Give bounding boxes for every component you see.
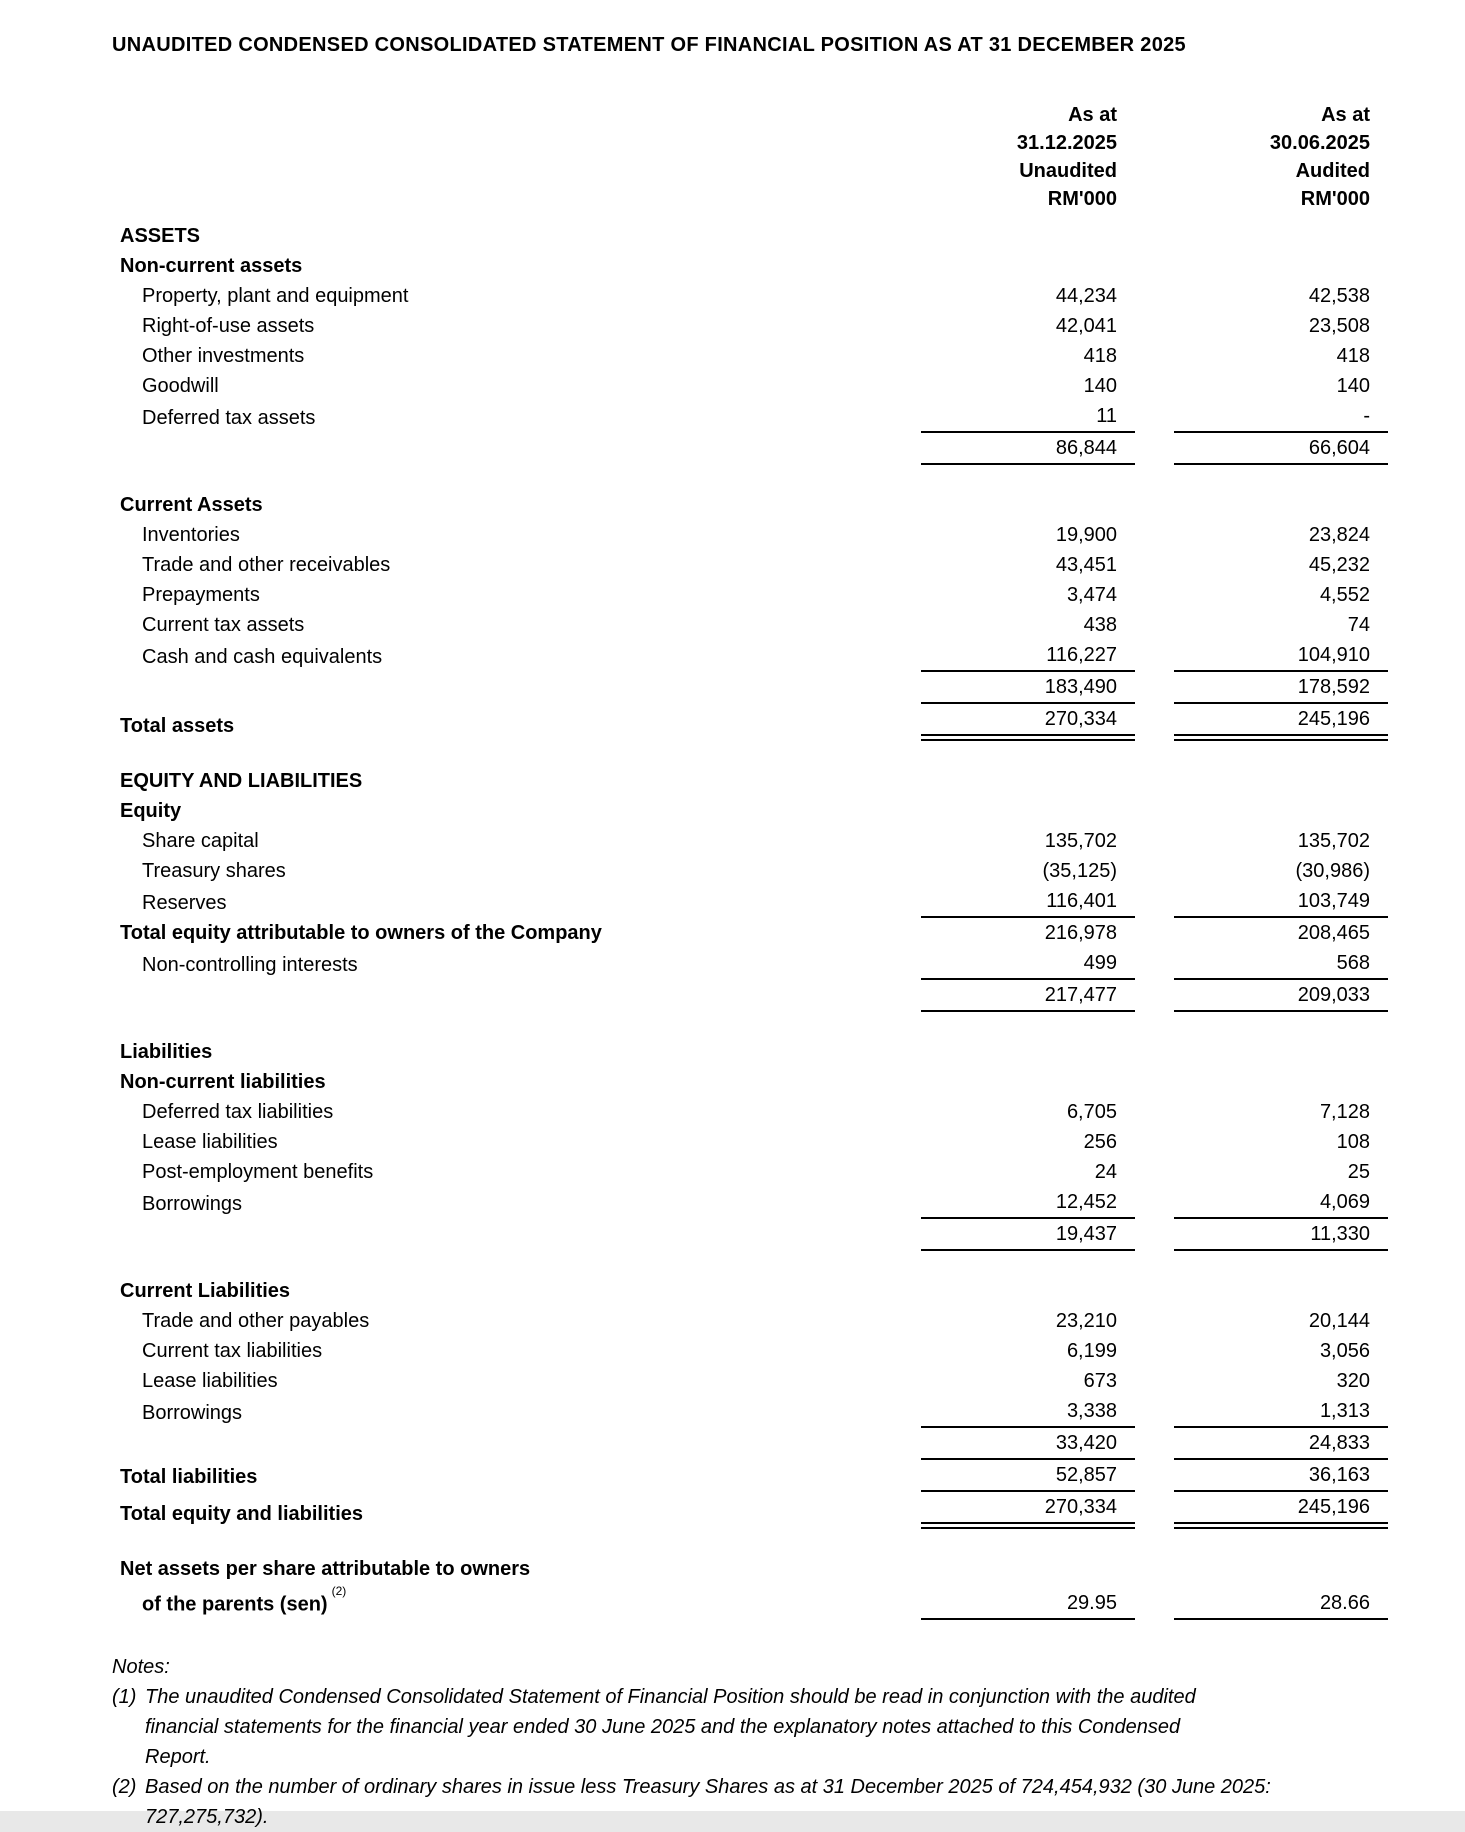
value-col-2: 3,056 xyxy=(1319,1340,1370,1362)
total-row xyxy=(112,1554,1388,1584)
section-heading-row xyxy=(112,221,1388,251)
value-col-1: 3,338 xyxy=(921,1396,1135,1428)
total-row xyxy=(112,1584,1388,1620)
header-line: 30.06.2025 xyxy=(1269,132,1370,154)
line-item-row xyxy=(112,856,1388,886)
value-col-2: 23,824 xyxy=(1308,524,1370,546)
value-col-1: 86,844 xyxy=(921,433,1135,465)
value-col-1: 418 xyxy=(1083,345,1117,367)
line-item-row xyxy=(112,826,1388,856)
value-col-1: (35,125) xyxy=(1042,860,1117,882)
row-label: Lease liabilities xyxy=(142,1131,278,1153)
value-col-2: - xyxy=(1174,401,1388,433)
row-label: Borrowings xyxy=(142,1193,243,1215)
line-item-row xyxy=(112,1366,1388,1396)
line-item-row xyxy=(112,371,1388,401)
value-col-1: 270,334 xyxy=(921,1492,1135,1529)
row-label: Equity xyxy=(120,800,182,822)
value-col-2: 42,538 xyxy=(1308,285,1370,307)
value-col-2: 178,592 xyxy=(1174,672,1388,704)
statement-title: UNAUDITED CONDENSED CONSOLIDATED STATEMENT OF FINANCIAL POSITION AS AT 31 DECEMBER 2025 xyxy=(112,34,1186,56)
line-item-row xyxy=(112,311,1388,341)
value-col-1: 135,702 xyxy=(1044,830,1117,852)
section-heading-row xyxy=(112,490,1388,520)
line-item-row xyxy=(112,610,1388,640)
row-label: Current Liabilities xyxy=(120,1280,291,1302)
row-label: Inventories xyxy=(142,524,240,546)
total-row xyxy=(112,704,1388,741)
row-label: Other investments xyxy=(142,345,305,367)
line-item-row xyxy=(112,401,1388,433)
header-line: As at xyxy=(1321,104,1370,126)
value-col-2: 74 xyxy=(1347,614,1370,636)
value-col-1: 6,705 xyxy=(1066,1101,1117,1123)
header-line: 31.12.2025 xyxy=(1016,132,1117,154)
total-row xyxy=(112,918,1388,948)
line-item-row xyxy=(112,580,1388,610)
row-label: Share capital xyxy=(142,830,259,852)
value-col-2: 4,552 xyxy=(1319,584,1370,606)
row-label: Current tax liabilities xyxy=(142,1340,323,1362)
value-col-2: 135,702 xyxy=(1297,830,1370,852)
value-col-1: 19,437 xyxy=(921,1219,1135,1251)
note-line: Report. xyxy=(145,1745,211,1768)
value-col-2: (30,986) xyxy=(1295,860,1370,882)
value-col-1: 256 xyxy=(1083,1131,1117,1153)
total-row xyxy=(112,1460,1388,1492)
line-item-row xyxy=(112,341,1388,371)
header-line: Audited xyxy=(1295,160,1370,182)
note-line: 727,275,732). xyxy=(145,1805,269,1828)
notes-body xyxy=(112,1682,1388,1832)
section-heading-row xyxy=(112,796,1388,826)
note-marker: (2) xyxy=(112,1775,137,1798)
value-col-1: 19,900 xyxy=(1055,524,1117,546)
value-col-2: 1,313 xyxy=(1174,1396,1388,1428)
value-col-1: 42,041 xyxy=(1055,315,1117,337)
line-item-row xyxy=(112,281,1388,311)
value-col-2: 320 xyxy=(1336,1370,1370,1392)
row-label: Total equity attributable to owners of the Company xyxy=(120,922,602,944)
spacer-row xyxy=(112,741,1388,766)
notes-section xyxy=(112,1652,1388,1832)
spacer-row xyxy=(112,1251,1388,1276)
row-label: Non-current assets xyxy=(120,255,303,277)
spacer-row xyxy=(112,1529,1388,1554)
header-line: Unaudited xyxy=(1019,160,1117,182)
line-item-row xyxy=(112,640,1388,672)
note-item xyxy=(112,1682,1388,1772)
row-label: Borrowings xyxy=(142,1402,243,1424)
header-spacer xyxy=(112,101,921,213)
value-col-2: 245,196 xyxy=(1174,704,1388,741)
row-label: Total equity and liabilities xyxy=(120,1503,363,1525)
header-line: As at xyxy=(1068,104,1117,126)
note-reference: (2) xyxy=(331,1584,347,1598)
row-label: ASSETS xyxy=(120,225,201,247)
value-col-1: 12,452 xyxy=(921,1187,1135,1219)
row-label: Treasury shares xyxy=(142,860,286,882)
value-col-1: 3,474 xyxy=(1066,584,1117,606)
subtotal-row xyxy=(112,433,1388,465)
value-col-2: 208,465 xyxy=(1297,922,1370,944)
column-headers xyxy=(112,101,1388,213)
value-col-1: 438 xyxy=(1083,614,1117,636)
value-col-2: 4,069 xyxy=(1174,1187,1388,1219)
value-col-1: 270,334 xyxy=(921,704,1135,741)
value-col-2: 418 xyxy=(1336,345,1370,367)
row-label: Total liabilities xyxy=(120,1466,258,1488)
row-label: EQUITY AND LIABILITIES xyxy=(120,770,363,792)
value-col-2: 245,196 xyxy=(1174,1492,1388,1529)
value-col-1: 33,420 xyxy=(921,1428,1135,1460)
column-header-unaudited xyxy=(921,101,1135,213)
row-label: Lease liabilities xyxy=(142,1370,278,1392)
line-item-row xyxy=(112,1157,1388,1187)
subtotal-row xyxy=(112,1219,1388,1251)
row-label: Reserves xyxy=(142,892,227,914)
row-label: Goodwill xyxy=(142,375,219,397)
note-line: Based on the number of ordinary shares in issue less Treasury Shares as at 31 December 2025 of 724,454,932 (30 June 2025: xyxy=(145,1775,1271,1798)
line-item-row xyxy=(112,1396,1388,1428)
value-col-1: 11 xyxy=(921,401,1135,433)
value-col-1: 24 xyxy=(1094,1161,1117,1183)
row-label: Non-controlling interests xyxy=(142,954,358,976)
section-heading-row xyxy=(112,251,1388,281)
section-heading-row xyxy=(112,1037,1388,1067)
value-col-1: 43,451 xyxy=(1055,554,1117,576)
value-col-2: 24,833 xyxy=(1174,1428,1388,1460)
statement-body xyxy=(112,221,1388,1620)
row-label: Current tax assets xyxy=(142,614,305,636)
line-item-row xyxy=(112,948,1388,980)
row-label: of the parents (sen)$^{(2)}$ xyxy=(142,1584,347,1616)
row-label: Trade and other receivables xyxy=(142,554,391,576)
row-label: Property, plant and equipment xyxy=(142,285,409,307)
line-item-row xyxy=(112,1306,1388,1336)
note-line: financial statements for the financial year ended 30 June 2025 and the explanatory notes attached to this Condensed xyxy=(145,1715,1181,1738)
section-heading-row xyxy=(112,1276,1388,1306)
row-label: Current Assets xyxy=(120,494,263,516)
note-marker: (1) xyxy=(112,1685,137,1708)
value-col-2: 7,128 xyxy=(1319,1101,1370,1123)
row-label: Post-employment benefits xyxy=(142,1161,374,1183)
value-col-2: 568 xyxy=(1174,948,1388,980)
value-col-2: 23,508 xyxy=(1308,315,1370,337)
value-col-1: 116,227 xyxy=(921,640,1135,672)
header-line: RM'000 xyxy=(1047,188,1117,210)
value-col-2: 25 xyxy=(1347,1161,1370,1183)
line-item-row xyxy=(112,1336,1388,1366)
row-label: Liabilities xyxy=(120,1041,213,1063)
value-col-1: 44,234 xyxy=(1055,285,1117,307)
line-item-row xyxy=(112,1187,1388,1219)
value-col-1: 23,210 xyxy=(1055,1310,1117,1332)
total-row xyxy=(112,1492,1388,1529)
spacer-row xyxy=(112,1012,1388,1037)
column-header-audited xyxy=(1174,101,1388,213)
value-col-2: 20,144 xyxy=(1308,1310,1370,1332)
value-col-1: 217,477 xyxy=(921,980,1135,1012)
notes-heading: Notes: xyxy=(112,1655,170,1678)
value-col-2: 104,910 xyxy=(1174,640,1388,672)
value-col-2: 140 xyxy=(1336,375,1370,397)
value-col-2: 28.66 xyxy=(1174,1588,1388,1620)
row-label: Non-current liabilities xyxy=(120,1071,326,1093)
section-heading-row xyxy=(112,766,1388,796)
header-line: RM'000 xyxy=(1300,188,1370,210)
subtotal-row xyxy=(112,1428,1388,1460)
value-col-1: 216,978 xyxy=(1044,922,1117,944)
spacer-row xyxy=(112,465,1388,490)
row-label: Total assets xyxy=(120,715,235,737)
subtotal-row xyxy=(112,672,1388,704)
value-col-2: 36,163 xyxy=(1174,1460,1388,1492)
line-item-row xyxy=(112,886,1388,918)
value-col-1: 499 xyxy=(921,948,1135,980)
note-line: The unaudited Condensed Consolidated Statement of Financial Position should be read in conjunction with the audited xyxy=(145,1685,1196,1708)
note-item xyxy=(112,1772,1388,1832)
line-item-row xyxy=(112,520,1388,550)
row-label: Prepayments xyxy=(142,584,260,606)
value-col-1: 29.95 xyxy=(921,1588,1135,1620)
value-col-2: 45,232 xyxy=(1308,554,1370,576)
row-label: Trade and other payables xyxy=(142,1310,370,1332)
value-col-2: 11,330 xyxy=(1174,1219,1388,1251)
row-label: Deferred tax liabilities xyxy=(142,1101,334,1123)
row-label: Right-of-use assets xyxy=(142,315,315,337)
value-col-2: 103,749 xyxy=(1174,886,1388,918)
row-label: Net assets per share attributable to owners xyxy=(120,1558,531,1580)
value-col-1: 140 xyxy=(1083,375,1117,397)
value-col-1: 6,199 xyxy=(1066,1340,1117,1362)
value-col-2: 209,033 xyxy=(1174,980,1388,1012)
line-item-row xyxy=(112,550,1388,580)
subtotal-row xyxy=(112,980,1388,1012)
line-item-row xyxy=(112,1127,1388,1157)
value-col-2: 108 xyxy=(1336,1131,1370,1153)
value-col-1: 52,857 xyxy=(921,1460,1135,1492)
line-item-row xyxy=(112,1097,1388,1127)
value-col-1: 673 xyxy=(1083,1370,1117,1392)
row-label: Cash and cash equivalents xyxy=(142,646,383,668)
value-col-1: 183,490 xyxy=(921,672,1135,704)
value-col-1: 116,401 xyxy=(921,886,1135,918)
section-heading-row xyxy=(112,1067,1388,1097)
row-label: Deferred tax assets xyxy=(142,407,316,429)
value-col-2: 66,604 xyxy=(1174,433,1388,465)
